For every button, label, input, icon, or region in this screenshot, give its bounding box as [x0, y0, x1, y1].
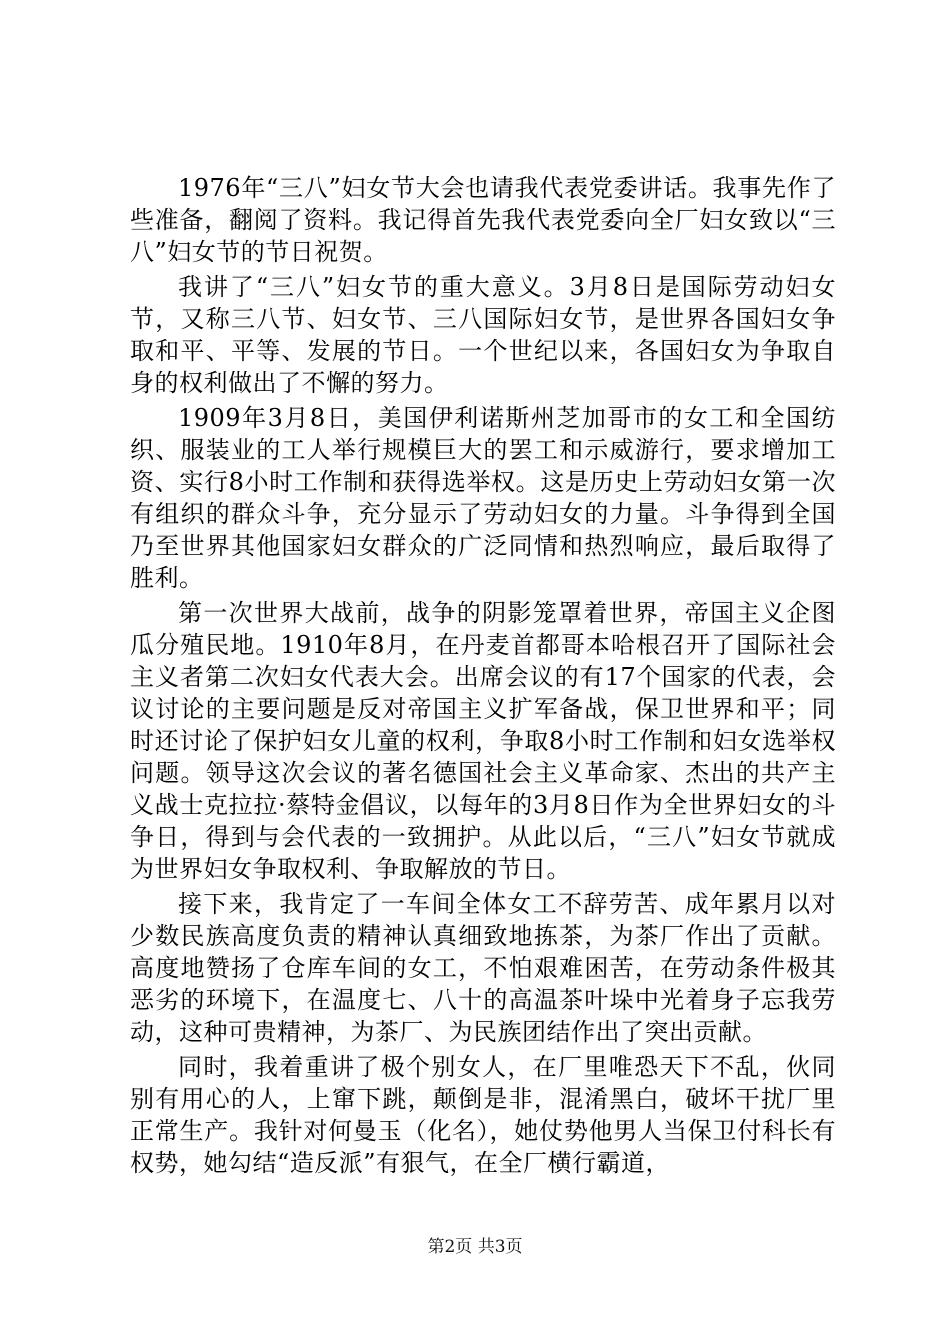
page-footer: 第2页 共3页	[427, 1237, 523, 1257]
paragraph-2: 我讲了“三八”妇女节的重大意义。3月8日是国际劳动妇女节，又称三八节、妇女节、三八国际妇女节，是世界各国妇女争取和平、平等、发展的节日。一个世纪以来，各国妇女为争取自身的权利做出了不懈的努力。	[130, 273, 836, 397]
paragraph-4: 第一次世界大战前，战争的阴影笼罩着世界，帝国主义企图瓜分殖民地。1910年8月，在丹麦首都哥本哈根召开了国际社会主义者第二次妇女代表大会。出席会议的有17个国家的代表，会议讨论的主要问题是反对帝国主义扩军备战，保卫世界和平；同时还讨论了保护妇女儿童的权利，争取8小时工作制和妇女选举权问题。领导这次会议的著名德国社会主义革命家、杰出的共产主义战士克拉拉·蔡特金倡议，以每年的3月8日作为全世界妇女的斗争日，得到与会代表的一致拥护。从此以后，“三八”妇女节就成为世界妇女争取权利、争取解放的节日。	[130, 599, 836, 883]
paragraph-6: 同时，我着重讲了极个别女人，在厂里唯恐天下不乱，伙同别有用心的人，上窜下跳，颠倒是非，混淆黑白，破坏干扰厂里正常生产。我针对何曼玉（化名），她仗势他男人当保卫付科长有权势，她勾结“造反派”有狠气，在全厂横行霸道，	[130, 1053, 836, 1177]
paragraph-5: 接下来，我肯定了一车间全体女工不辞劳苦、成年累月以对少数民族高度负责的精神认真细致地拣茶，为茶厂作出了贡献。高度地赞扬了仓库车间的女工，不怕艰难困苦，在劳动条件极其恶劣的环境下，在温度七、八十的高温茶叶垛中光着身子忘我劳动，这种可贵精神，为茶厂、为民族团结作出了突出贡献。	[130, 890, 836, 1046]
paragraph-1: 1976年“三八”妇女节大会也请我代表党委讲话。我事先作了些准备，翻阅了资料。我记得首先我代表党委向全厂妇女致以“三八”妇女节的节日祝贺。	[130, 174, 836, 266]
paragraph-3: 1909年3月8日，美国伊利诺斯州芝加哥市的女工和全国纺织、服装业的工人举行规模巨大的罢工和示威游行，要求增加工资、实行8小时工作制和获得选举权。这是历史上劳动妇女第一次有组织的群众斗争，充分显示了劳动妇女的力量。斗争得到全国乃至世界其他国家妇女群众的广泛同情和热烈响应，最后取得了胜利。	[130, 404, 836, 592]
document-body	[130, 172, 836, 1182]
